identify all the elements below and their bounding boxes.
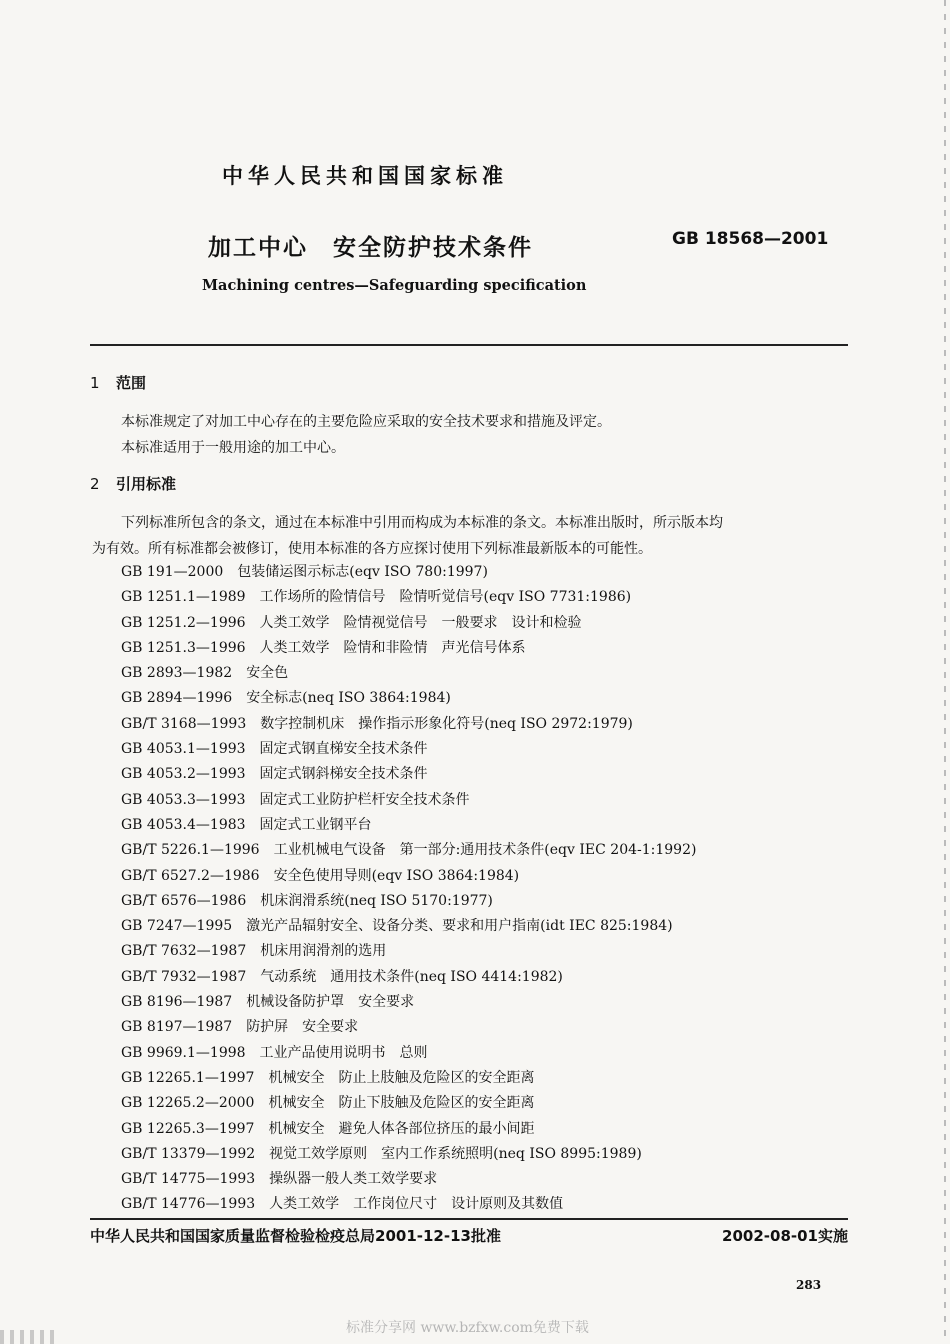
reference-item (121, 1142, 696, 1167)
reference-title: 数字控制机床 操作指示形象化符号(neq ISO 2972:1979) (260, 715, 633, 732)
reference-item (121, 1091, 696, 1116)
section-2-intro-line-2: 为有效。所有标准都会被修订，使用本标准的各方应探讨使用下列标准最新版本的可能性。 (92, 541, 652, 557)
reference-code: GB 1251.2—1996 (121, 614, 246, 631)
reference-title: 视觉工效学原则 室内工作系统照明(neq ISO 8995:1989) (269, 1145, 642, 1162)
reference-code: GB/T 6576—1986 (121, 892, 247, 909)
scan-edge (944, 0, 946, 1344)
reference-title: 防护屏 安全要求 (246, 1019, 359, 1036)
reference-code: GB 4053.1—1993 (121, 741, 246, 758)
reference-item (121, 1192, 696, 1217)
reference-code: GB 191—2000 (121, 564, 224, 580)
reference-item (121, 990, 696, 1015)
section-2-heading (90, 473, 176, 494)
approval-line: 中华人民共和国国家质量监督检验检疫总局2001-12-13批准 (90, 1227, 501, 1245)
reference-item (121, 686, 696, 711)
reference-title: 机械安全 避免人体各部位挤压的最小间距 (268, 1120, 535, 1137)
reference-item (121, 939, 696, 964)
reference-code: GB 4053.3—1993 (121, 791, 246, 808)
section-2-title: 引用标准 (116, 475, 177, 493)
reference-title: 工作场所的险情信号 险情听觉信号(eqv ISO 7731:1986) (259, 589, 632, 606)
reference-title: 人类工效学 工作岗位尺寸 设计原则及其数值 (269, 1196, 564, 1213)
reference-code: GB 7247—1995 (121, 918, 233, 935)
reference-code: GB 12265.3—1997 (121, 1120, 255, 1137)
reference-code: GB/T 14775—1993 (121, 1171, 256, 1188)
reference-code: GB 2894—1996 (121, 690, 233, 707)
reference-code: GB 2893—1982 (121, 665, 233, 682)
reference-item (121, 560, 696, 585)
reference-title: 操纵器一般人类工效学要求 (269, 1171, 438, 1188)
section-1-number: 1 (90, 374, 100, 392)
national-standard-label: 中华人民共和国国家标准 (222, 164, 508, 188)
reference-title: 机械安全 防止下肢触及危险区的安全距离 (268, 1095, 535, 1112)
reference-code: GB 12265.2—2000 (121, 1095, 255, 1112)
header-divider (90, 344, 848, 346)
reference-item (121, 762, 696, 787)
section-2-number: 2 (90, 475, 100, 493)
reference-title: 安全色使用导则(eqv ISO 3864:1984) (273, 867, 520, 884)
section-2-intro-line-1: 下列标准所包含的条文，通过在本标准中引用而构成为本标准的条文。本标准出版时，所示版本均 (121, 515, 723, 531)
reference-item (121, 788, 696, 813)
reference-item (121, 813, 696, 838)
reference-item (121, 1015, 696, 1040)
section-1-heading (90, 372, 146, 393)
reference-title: 机床润滑系统(neq ISO 5170:1977) (260, 892, 493, 909)
reference-title: 机械安全 防止上肢触及危险区的安全距离 (268, 1069, 535, 1086)
reference-title: 安全色 (246, 665, 289, 682)
reference-code: GB 4053.2—1993 (121, 766, 246, 783)
reference-title: 安全标志(neq ISO 3864:1984) (246, 690, 451, 707)
reference-item (121, 611, 696, 636)
reference-item (121, 914, 696, 939)
reference-item (121, 1066, 696, 1091)
implementation-date: 2002-08-01实施 (722, 1227, 848, 1245)
reference-item (121, 864, 696, 889)
reference-item (121, 585, 696, 610)
english-title: Machining centres—Safeguarding specification (202, 277, 587, 294)
reference-title: 包装储运图示标志(eqv ISO 780:1997) (237, 564, 488, 580)
reference-code: GB/T 13379—1992 (121, 1145, 256, 1162)
reference-item (121, 965, 696, 990)
reference-item (121, 712, 696, 737)
reference-title: 人类工效学 险情和非险情 声光信号体系 (259, 639, 526, 656)
section-1-title: 范围 (116, 374, 147, 392)
reference-code: GB 12265.1—1997 (121, 1069, 255, 1086)
reference-title: 气动系统 通用技术条件(neq ISO 4414:1982) (260, 968, 563, 985)
reference-item (121, 1167, 696, 1192)
reference-code: GB/T 5226.1—1996 (121, 842, 260, 859)
scan-corner-mark (0, 1330, 60, 1344)
reference-item (121, 889, 696, 914)
reference-title: 机床用润滑剂的选用 (260, 943, 387, 960)
reference-code: GB 8197—1987 (121, 1019, 233, 1036)
reference-item (121, 737, 696, 762)
reference-code: GB/T 7632—1987 (121, 943, 247, 960)
reference-title: 人类工效学 险情视觉信号 一般要求 设计和检验 (259, 614, 582, 631)
reference-code: GB 4053.4—1983 (121, 816, 246, 833)
reference-item (121, 1117, 696, 1142)
reference-item (121, 636, 696, 661)
reference-title: 机械设备防护罩 安全要求 (246, 994, 415, 1011)
reference-title: 激光产品辐射安全、设备分类、要求和用户指南(idt IEC 825:1984) (246, 918, 673, 935)
reference-list (121, 560, 696, 1218)
reference-code: GB/T 6527.2—1986 (121, 867, 260, 884)
reference-item (121, 1041, 696, 1066)
standard-number: GB 18568—2001 (672, 229, 829, 249)
reference-code: GB 1251.1—1989 (121, 589, 246, 606)
reference-title: 固定式钢直梯安全技术条件 (259, 741, 428, 758)
reference-code: GB/T 7932—1987 (121, 968, 247, 985)
section-1-paragraph-2: 本标准适用于一般用途的加工中心。 (121, 440, 345, 456)
reference-code: GB 8196—1987 (121, 994, 233, 1011)
reference-code: GB/T 14776—1993 (121, 1196, 256, 1213)
reference-item (121, 661, 696, 686)
reference-code: GB 9969.1—1998 (121, 1044, 246, 1061)
reference-title: 工业产品使用说明书 总则 (259, 1044, 428, 1061)
reference-title: 固定式工业防护栏杆安全技术条件 (259, 791, 470, 808)
reference-code: GB/T 3168—1993 (121, 715, 247, 732)
reference-title: 工业机械电气设备 第一部分:通用技术条件(eqv IEC 204-1:1992) (273, 842, 697, 859)
chinese-title: 加工中心 安全防护技术条件 (208, 235, 533, 261)
footer-divider (90, 1218, 848, 1220)
page-number: 283 (796, 1278, 822, 1292)
reference-title: 固定式工业钢平台 (259, 816, 372, 833)
reference-code: GB 1251.3—1996 (121, 639, 246, 656)
watermark: 标准分享网 www.bzfxw.com免费下载 (346, 1320, 589, 1336)
section-1-paragraph-1: 本标准规定了对加工中心存在的主要危险应采取的安全技术要求和措施及评定。 (121, 414, 611, 430)
reference-title: 固定式钢斜梯安全技术条件 (259, 766, 428, 783)
reference-item (121, 838, 696, 863)
